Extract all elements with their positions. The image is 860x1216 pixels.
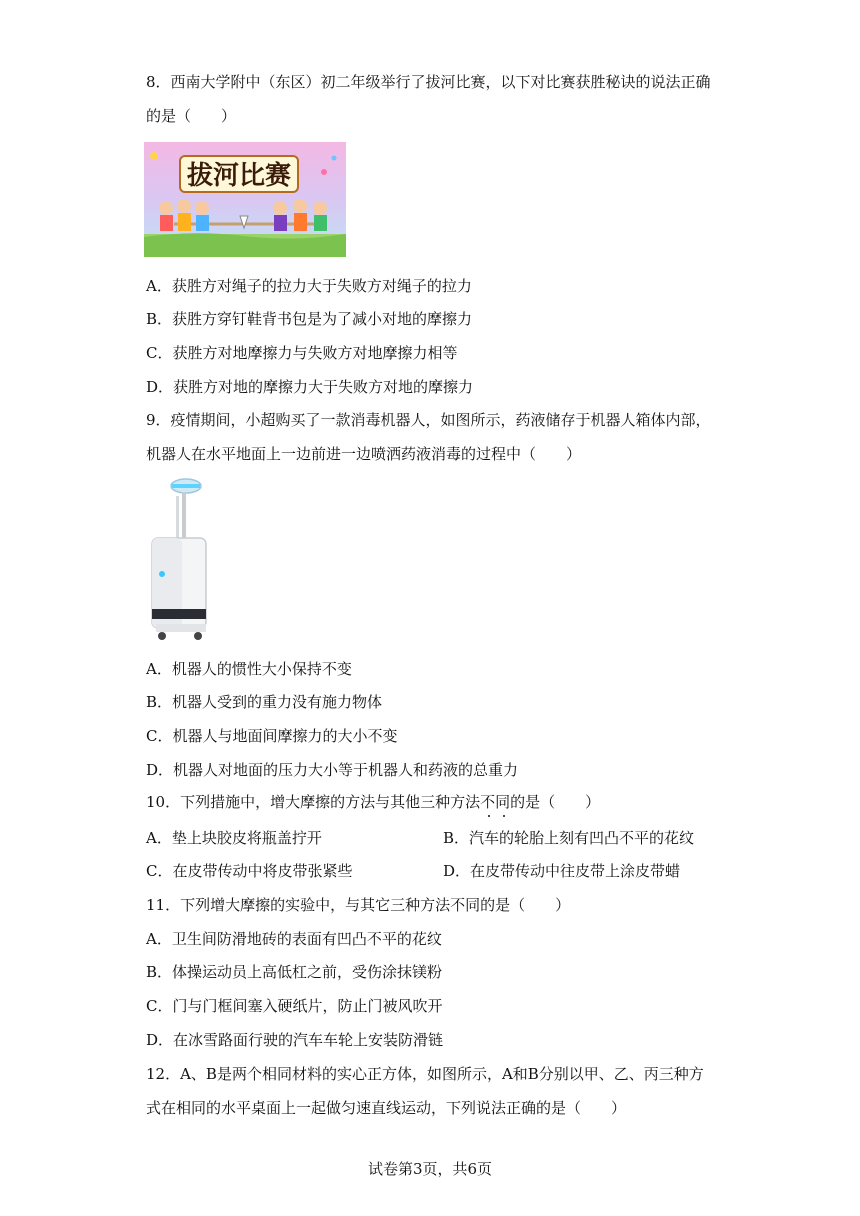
q10-emphasis-char-1: 不 — [480, 793, 496, 811]
q9-option-c: C．机器人与地面间摩擦力的大小不变 — [146, 727, 398, 745]
q10-option-b: B．汽车的轮胎上刻有凹凸不平的花纹 — [443, 829, 695, 847]
q12-stem-line1: 12．A、B是两个相同材料的实心正方体，如图所示，A和B分别以甲、乙、丙三种方 — [146, 1065, 704, 1083]
q8-option-b: B．获胜方穿钉鞋背书包是为了减小对地的摩擦力 — [146, 310, 473, 328]
q9-option-b: B．机器人受到的重力没有施力物体 — [146, 693, 383, 711]
tug-of-war-image — [144, 142, 346, 257]
q10-option-c: C．在皮带传动中将皮带张紧些 — [146, 862, 353, 880]
q10-emphasis-char-2: 同 — [495, 793, 511, 811]
q10-stem — [146, 792, 600, 812]
q9-option-d: D．机器人对地面的压力大小等于机器人和药液的总重力 — [146, 761, 519, 779]
q8-stem-line1: 8．西南大学附中（东区）初二年级举行了拔河比赛，以下对比赛获胜秘诀的说法正确 — [146, 73, 711, 91]
image-title-text: 拔河比赛 — [186, 161, 292, 191]
q11-option-b: B．体操运动员上高低杠之前，受伤涂抹镁粉 — [146, 963, 443, 981]
q11-option-d: D．在冰雪路面行驶的汽车车轮上安装防滑链 — [146, 1031, 444, 1049]
q8-stem-line2: 的是（ ） — [146, 107, 237, 125]
q11-option-c: C．门与门框间塞入硬纸片，防止门被风吹开 — [146, 997, 443, 1015]
q9-option-a: A．机器人的惯性大小保持不变 — [146, 660, 352, 678]
q12-stem-line2: 式在相同的水平桌面上一起做匀速直线运动，下列说法正确的是（ ） — [146, 1099, 627, 1117]
q10-option-d: D．在皮带传动中往皮带上涂皮带蜡 — [443, 862, 681, 880]
disinfection-robot-image — [148, 476, 212, 644]
q10-stem-pre: 10．下列措施中，增大摩擦的方法与其他三种方法 — [146, 793, 481, 811]
q9-stem-line1: 9．疫情期间，小超购买了一款消毒机器人，如图所示，药液储存于机器人箱体内部， — [146, 411, 711, 429]
q10-option-a: A．垫上块胶皮将瓶盖拧开 — [146, 829, 322, 847]
q8-option-c: C．获胜方对地摩擦力与失败方对地摩擦力相等 — [146, 344, 458, 362]
q8-option-a: A．获胜方对绳子的拉力大于失败方对绳子的拉力 — [146, 277, 472, 295]
q10-stem-post: 的是（ ） — [510, 793, 601, 811]
q8-option-d: D．获胜方对地的摩擦力大于失败方对地的摩擦力 — [146, 378, 474, 396]
q11-option-a: A．卫生间防滑地砖的表面有凹凸不平的花纹 — [146, 930, 442, 948]
q11-stem: 11．下列增大摩擦的实验中，与其它三种方法不同的是（ ） — [146, 896, 571, 914]
q9-stem-line2: 机器人在水平地面上一边前进一边喷洒药液消毒的过程中（ ） — [146, 445, 582, 463]
page-footer: 试卷第3页，共6页 — [367, 1160, 493, 1178]
